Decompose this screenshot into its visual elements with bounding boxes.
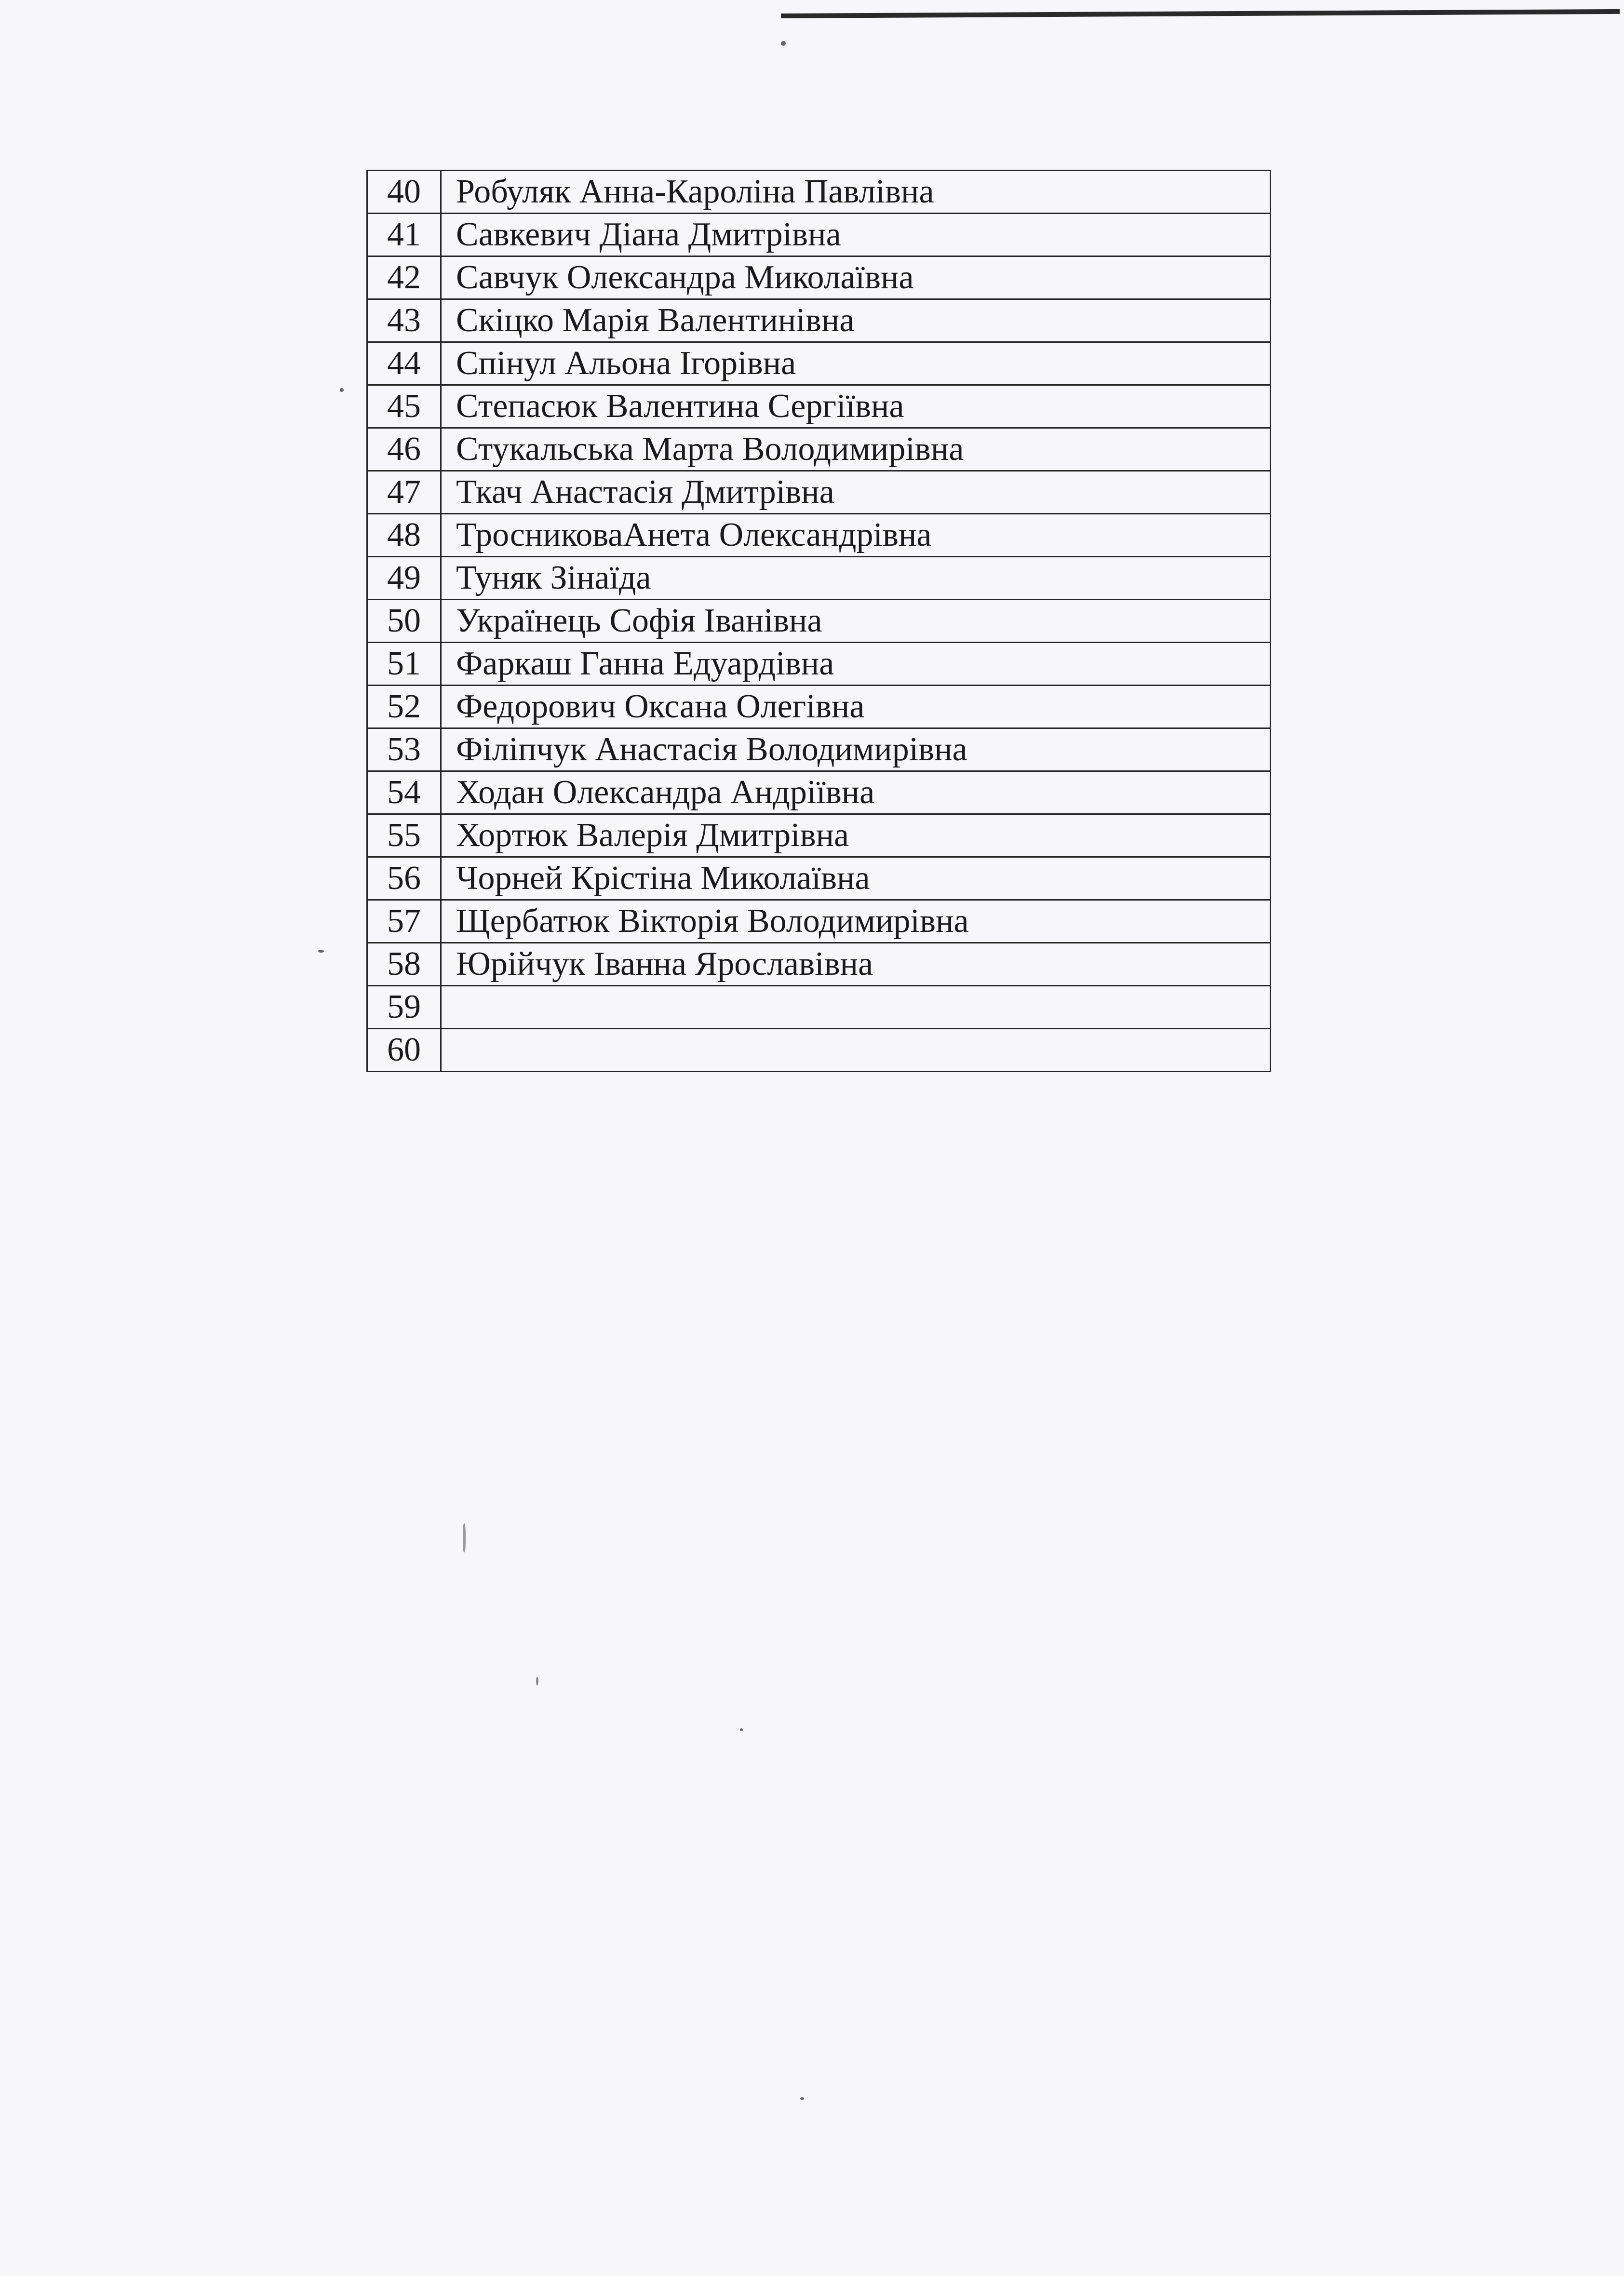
table-row [367,900,1271,943]
scan-dust-mark [800,2097,804,2100]
table-row [367,986,1271,1029]
student-name: Хортюк Валерія Дмитрівна [441,814,1271,857]
row-number: 53 [367,728,441,771]
row-number: 54 [367,771,441,814]
table-row [367,385,1271,428]
student-name: Ткач Анастасія Дмитрівна [441,471,1271,514]
row-number: 49 [367,557,441,600]
table-row [367,1029,1271,1072]
student-name [441,986,1271,1029]
scan-dust-mark [536,1677,538,1685]
scan-dust-mark [740,1728,743,1731]
row-number: 47 [367,471,441,514]
row-number: 52 [367,686,441,728]
table-row [367,686,1271,728]
row-number: 44 [367,342,441,385]
row-number: 43 [367,299,441,342]
row-number: 59 [367,986,441,1029]
student-name: Робуляк Анна-Кароліна Павлівна [441,171,1271,214]
row-number: 56 [367,857,441,900]
student-name: ТросниковаАнета Олександрівна [441,514,1271,557]
table-row [367,299,1271,342]
student-name: Фаркаш Ганна Едуардівна [441,643,1271,686]
table-row [367,214,1271,256]
table-row [367,728,1271,771]
row-number: 50 [367,600,441,643]
scan-top-edge [781,9,1620,18]
table-row [367,171,1271,214]
student-name: Стукальська Марта Володимирівна [441,428,1271,471]
student-name: Чорней Крістіна Миколаївна [441,857,1271,900]
table-row [367,771,1271,814]
row-number: 42 [367,256,441,299]
row-number: 57 [367,900,441,943]
table-row [367,943,1271,986]
student-name: Туняк Зінаїда [441,557,1271,600]
row-number: 48 [367,514,441,557]
row-number: 41 [367,214,441,256]
student-name: Українець Софія Іванівна [441,600,1271,643]
row-number: 55 [367,814,441,857]
student-name: Щербатюк Вікторія Володимирівна [441,900,1271,943]
table-row [367,514,1271,557]
table-row [367,814,1271,857]
row-number: 51 [367,643,441,686]
row-number: 60 [367,1029,441,1072]
roster-table [366,170,1271,1072]
table-row [367,428,1271,471]
table-row [367,857,1271,900]
student-name: Скіцко Марія Валентинівна [441,299,1271,342]
table-row [367,256,1271,299]
scan-dust-mark [318,950,324,953]
row-number: 45 [367,385,441,428]
student-name: Юрійчук Іванна Ярославівна [441,943,1271,986]
scan-dust-mark [463,1523,466,1552]
student-name: Федорович Оксана Олегівна [441,686,1271,728]
student-name: Філіпчук Анастасія Володимирівна [441,728,1271,771]
table-row [367,471,1271,514]
student-name: Савчук Олександра Миколаївна [441,256,1271,299]
row-number: 58 [367,943,441,986]
student-name: Степасюк Валентина Сергіївна [441,385,1271,428]
table-row [367,600,1271,643]
student-name: Спінул Альона Ігорівна [441,342,1271,385]
row-number: 46 [367,428,441,471]
student-name: Ходан Олександра Андріївна [441,771,1271,814]
table-row [367,643,1271,686]
scan-dust-mark [781,41,786,46]
row-number: 40 [367,171,441,214]
student-name [441,1029,1271,1072]
scan-dust-mark [340,388,344,392]
student-name: Савкевич Діана Дмитрівна [441,214,1271,256]
table-row [367,557,1271,600]
table-row [367,342,1271,385]
